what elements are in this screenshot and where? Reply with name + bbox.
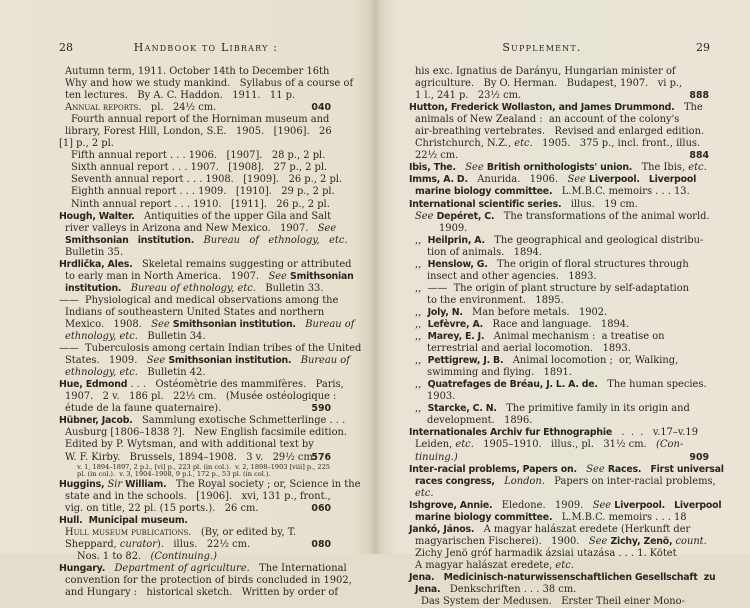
text-line — [59, 150, 331, 162]
entry-text: terrestrial and aerial locomotion. 1893. — [427, 343, 631, 355]
entry-text: Indians of southeastern United States and northern — [65, 306, 325, 318]
entry-heading: Smithsonian institution. — [65, 234, 195, 246]
entry-text: etc. — [514, 138, 533, 150]
entry-text: Annual reports. — [65, 102, 142, 114]
text-line — [59, 318, 355, 331]
entry-text: pl. (in col.). v. 3, 1904–1908, 9 p.l., 172 p., 53 pl. (in col.). — [77, 470, 271, 479]
entry-text: ,, — [415, 306, 428, 318]
entry-text: etc. — [415, 487, 434, 499]
entry-text: Eighth annual report . . . 1909. [1910]. 29 p., 2 pl. — [71, 186, 335, 198]
text-line — [59, 258, 352, 271]
entry-text: Skeletal remains suggesting or attributed — [132, 258, 352, 270]
text-line — [59, 247, 331, 259]
entry-heading: Quatrefages de Bréau, J. L. A. de. — [427, 379, 598, 391]
left-page-text — [59, 66, 362, 599]
text-line — [59, 114, 331, 126]
entry-text: Bureau of — [305, 318, 355, 330]
text-line — [409, 499, 722, 512]
text-line — [409, 488, 709, 500]
entry-text: Ausburg [1806–1838 ?]. New English facsimile edition. — [65, 427, 348, 439]
entry-text: Animal mechanism : a treatise on — [484, 331, 665, 343]
entry-text: curator — [119, 538, 157, 550]
entry-text: state and in the schools. [1906]. xvi, 131 p., front., — [65, 490, 331, 502]
text-line — [409, 584, 709, 596]
page-number: 29 — [696, 41, 710, 54]
class-number: 040 — [311, 102, 331, 114]
text-line — [59, 355, 350, 367]
entry-heading: Inter-racial problems, Papers on. — [409, 463, 577, 475]
entry-text: The human species. — [597, 379, 707, 391]
text-line — [409, 415, 709, 427]
text-line — [59, 90, 331, 102]
entry-text: vig. on title, 22 pl. (15 ports.). 26 cm. — [65, 502, 259, 514]
entry-text: Anurida. 1906. — [467, 174, 568, 186]
text-line — [59, 471, 331, 479]
entry-text: See — [567, 174, 586, 186]
text-line — [59, 331, 331, 343]
entry-text: illus. 19 cm. — [561, 198, 638, 210]
text-line — [59, 415, 346, 427]
entry-text: States. 1909. — [65, 355, 147, 367]
text-line — [59, 403, 331, 415]
text-line — [409, 403, 709, 415]
text-line — [409, 150, 709, 162]
entry-heading: Hough, Walter. — [59, 210, 135, 222]
entry-text: Bulletin 33. — [255, 282, 324, 294]
entry-text: Race and language. 1894. — [483, 318, 630, 330]
entry-text: Sheppard, — [65, 538, 120, 550]
entry-text: tinuing.) — [415, 451, 458, 463]
entry-text: ethnology, etc. — [65, 331, 138, 343]
entry-text: ethnology, etc. — [65, 367, 138, 379]
right-header — [374, 41, 750, 57]
text-line — [59, 574, 352, 587]
entry-text: [1] p., 2 pl. — [59, 138, 114, 150]
entry-text: Bulletin 34. — [137, 331, 206, 343]
entry-text: Nos. 1 to 82. — [77, 550, 151, 562]
text-line — [409, 247, 709, 259]
text-line — [59, 270, 354, 283]
entry-text: Bulletin 42. — [137, 367, 206, 379]
text-line — [409, 126, 709, 138]
entry-text: and Hungary : historical sketch. Written by order of — [65, 586, 339, 598]
entry-text — [194, 235, 203, 246]
entry-text: Mexico. 1908. — [65, 318, 152, 330]
entry-heading: Lefèvre, A. — [427, 318, 484, 330]
text-line — [409, 114, 709, 126]
entry-text: The primitive family in its origin and — [496, 403, 690, 415]
entry-heading: Huggins, — [59, 478, 108, 490]
entry-text: Bulletin 35. — [65, 246, 124, 258]
text-line — [409, 524, 709, 536]
entry-heading: Depéret, C. — [436, 210, 495, 222]
entry-text: Zichy Jenö gróf harmadik ázsiai utazása . . . 1. Kötet — [415, 547, 677, 559]
text-line — [409, 343, 709, 355]
text-line — [409, 78, 709, 90]
entry-text: ). illus. 22½ cm. — [156, 538, 251, 550]
entry-text: See — [146, 355, 166, 367]
entry-text: Seventh annual report . . . 1908. [1909]. 26 p., 2 pl. — [71, 174, 343, 186]
entry-text: river valleys in Arizona and New Mexico. 1907. — [65, 222, 318, 234]
text-line — [59, 439, 331, 451]
entry-text: . . . v.17–v.19 — [612, 427, 698, 439]
text-line — [409, 427, 709, 439]
entry-text: count. — [675, 535, 707, 547]
entry-heading: Henslow, G. — [427, 258, 488, 270]
entry-heading: Jena. Medicinisch-naturwissenschaftlichen Gesellschaft zu — [409, 571, 716, 583]
text-line — [409, 211, 709, 223]
entry-text: ,, — [415, 379, 428, 391]
text-line — [59, 162, 331, 174]
text-line — [59, 211, 331, 223]
right-page-text — [409, 66, 724, 608]
entry-text: Bureau of — [300, 355, 350, 367]
entry-text: Fifth annual report . . . 1906. [1907]. 28 p., 2 pl. — [71, 150, 326, 162]
entry-text: ten lectures. By A. C. Haddon. 1911. 11 p. — [65, 90, 296, 102]
entry-heading: Liverpool. Liverpool — [614, 499, 722, 511]
entry-heading: Liverpool. Liverpool — [589, 174, 697, 186]
entry-text: London. — [504, 475, 545, 487]
entry-heading: Internationales Archiv fur Ethnographie — [409, 427, 613, 439]
entry-text: etc. — [455, 439, 474, 451]
entry-text: Fourth annual report of the Horniman museum and — [71, 114, 330, 126]
text-line — [59, 102, 331, 114]
entry-text: The — [674, 102, 703, 114]
entry-heading: Hübner, Jacob. — [59, 415, 133, 427]
entry-heading: William. — [122, 478, 167, 490]
text-line — [409, 162, 709, 174]
text-line — [59, 186, 335, 198]
text-line — [409, 367, 709, 379]
text-line — [59, 343, 362, 355]
entry-text: Autumn term, 1911. October 14th to December 16th — [65, 66, 330, 77]
entry-text: See — [415, 210, 434, 222]
text-line — [409, 174, 709, 186]
entry-text: Bureau of ethnology, etc. — [203, 234, 348, 246]
entry-text: Ninth annual report . . . 1910. [1911]. 26 p., 2 pl. — [71, 198, 330, 210]
text-line — [59, 586, 339, 599]
entry-heading: Joly, N. — [427, 306, 463, 318]
entry-text — [456, 162, 465, 173]
entry-heading: Marey, E. J. — [427, 331, 485, 343]
text-line — [409, 307, 709, 319]
entry-text — [577, 464, 586, 475]
entry-heading: marine biology committee. — [415, 511, 553, 523]
entry-text: Antiquities of the upper Gila and Salt — [134, 210, 332, 222]
entry-text: Eledone. 1909. — [492, 499, 593, 511]
entry-text: —— Tuberculosis among certain Indian tribes of the United — [59, 343, 362, 355]
entry-text: L.M.B.C. memoirs . . . 18 — [552, 511, 687, 523]
entry-text: ,, —— The origin of plant structure by self-adaptation — [415, 282, 690, 294]
text-line — [59, 174, 343, 186]
entry-text: Man before metals. 1902. — [462, 306, 608, 318]
entry-text: . . . Ostéomètrie des mammifères. Paris, — [127, 379, 344, 391]
text-line — [59, 562, 347, 575]
text-line — [409, 560, 709, 572]
entry-text — [495, 476, 504, 487]
entry-text: 1903. — [427, 391, 456, 403]
entry-text: magyarischen Fischerei). 1900. — [415, 535, 589, 547]
entry-text: (Continuing.) — [150, 550, 217, 562]
entry-text: 1905–1910. illus., pl. 31½ cm. — [473, 439, 657, 451]
entry-text: See — [317, 222, 337, 234]
entry-text — [296, 319, 305, 330]
entry-heading: Jena. — [415, 584, 441, 596]
text-line — [59, 78, 354, 90]
entry-heading: marine biology committee. — [415, 186, 553, 198]
text-line — [59, 294, 339, 307]
entry-heading: Hungary. — [59, 562, 106, 574]
entry-text — [121, 283, 130, 294]
entry-heading: Smithsonian institution. — [172, 318, 296, 330]
text-line — [409, 571, 716, 584]
entry-text: ,, — [415, 258, 428, 270]
entry-text: ,, — [415, 403, 428, 415]
text-line — [59, 491, 331, 503]
entry-text: See — [151, 318, 170, 330]
entry-text: The geographical and geological distribu- — [484, 234, 704, 246]
text-line — [409, 475, 716, 488]
entry-text: ,, — [415, 331, 428, 343]
entry-text: Bureau of ethnology, etc. — [130, 282, 256, 294]
text-line — [409, 223, 709, 235]
entry-heading: Hue, Edmond — [59, 379, 128, 391]
text-line — [59, 515, 331, 527]
entry-text: Hull museum publications. — [65, 526, 192, 538]
entry-text: L.M.B.C. memoirs . . . 13. — [552, 186, 690, 198]
class-number: 884 — [689, 150, 709, 162]
page-number: 28 — [59, 41, 73, 54]
text-line — [409, 186, 709, 198]
class-number: 590 — [311, 403, 331, 415]
text-line — [59, 379, 344, 391]
text-line — [409, 235, 709, 247]
entry-heading: Smithsonian institution. — [168, 355, 292, 367]
entry-text: convention for the protection of birds concluded in 1902, — [65, 574, 352, 586]
entry-text: animals of New Zealand : an account of the colony's — [415, 114, 680, 126]
entry-heading: Pettigrew, J. B. — [427, 355, 504, 367]
text-line — [59, 367, 331, 379]
entry-text: See — [586, 463, 605, 475]
text-line — [59, 66, 331, 78]
entry-heading: Races. First universal — [607, 463, 724, 475]
entry-text: Denkschriften . . . 38 cm. — [440, 584, 577, 596]
entry-text: See — [465, 162, 484, 174]
text-line — [409, 452, 709, 464]
entry-text: Sir — [107, 478, 123, 490]
entry-text: 1909. — [439, 222, 468, 234]
text-line — [59, 503, 331, 515]
text-line — [409, 102, 709, 114]
text-line — [409, 319, 709, 331]
text-line — [59, 234, 348, 247]
class-number: 060 — [311, 502, 331, 514]
text-line — [409, 379, 709, 391]
entry-text: See — [268, 270, 287, 282]
text-line — [59, 222, 337, 235]
text-line — [409, 283, 709, 295]
entry-heading: Imms, A. D. — [409, 174, 468, 186]
text-line — [59, 283, 331, 295]
entry-text: (Con- — [656, 439, 684, 451]
running-head: Handbook to Library : — [133, 41, 279, 54]
text-line — [409, 138, 709, 150]
entry-heading: Smithsonian — [290, 270, 354, 282]
entry-text: Christchurch, N.Z., — [415, 138, 515, 150]
entry-text: ,, — [415, 355, 428, 367]
entry-text: The Ibis, — [632, 162, 689, 174]
entry-heading: International scientific series. — [409, 198, 562, 210]
entry-text: ,, — [415, 234, 428, 246]
entry-text: —— Physiological and medical observations among the — [59, 294, 339, 306]
entry-text: A magyar halászat eredete (Herkunft der — [474, 523, 691, 535]
entry-text: library, Forest Hill, London, S.E. 1905. [1906]. 26 — [65, 126, 332, 138]
entry-text: 1 l., 241 p. 23½ cm. — [415, 90, 522, 102]
entry-text: ,, — [415, 318, 428, 330]
entry-text: 1905. 375 p., incl. front., illus. — [532, 138, 701, 150]
entry-text: A magyar halászat eredete, — [415, 559, 556, 571]
text-line — [409, 512, 709, 524]
class-number: 080 — [311, 538, 331, 550]
entry-text: 1907. 2 v. 186 pl. 22½ cm. (Musée ostéologique : — [65, 391, 337, 403]
entry-text: air-breathing vertebrates. Revised and enlarged edition. — [415, 126, 705, 138]
right-page — [374, 0, 750, 608]
entry-text: See — [588, 535, 608, 547]
entry-text: insect and other agencies. 1893. — [427, 270, 597, 282]
entry-text: etc. — [688, 162, 707, 174]
entry-text: Sammlung exotische Schmetterlinge . . . — [132, 415, 346, 427]
text-line — [59, 126, 331, 138]
text-line — [59, 478, 361, 491]
text-line — [409, 331, 709, 343]
entry-heading: Zichy, Zenö, — [610, 535, 673, 547]
text-line — [409, 295, 709, 307]
entry-text: swimming and flying. 1891. — [427, 367, 572, 379]
entry-heading: Hull. Municipal museum. — [59, 514, 188, 526]
running-head: Supplement. — [502, 41, 582, 54]
text-line — [59, 527, 331, 539]
entry-text: Papers on inter-racial problems, — [544, 475, 716, 487]
text-line — [59, 138, 331, 150]
class-number: 888 — [689, 90, 709, 102]
entry-heading: races congress, — [415, 475, 495, 487]
text-line — [409, 199, 709, 211]
entry-text: pl. 24½ cm. — [141, 102, 217, 114]
text-line — [409, 391, 709, 403]
entry-text: to early man in North America. 1907. — [65, 270, 269, 282]
entry-text: Das System der Medusen. Erster Theil einer Mono- — [421, 596, 685, 608]
entry-text: Department of agriculture. — [114, 562, 250, 574]
text-line — [59, 551, 331, 563]
entry-text: Animal locomotion ; or, Walking, — [503, 355, 679, 367]
entry-heading: Heilprin, A. — [427, 234, 485, 246]
entry-text: étude de la faune quaternaire). — [65, 403, 222, 415]
entry-text — [105, 563, 114, 574]
text-line — [409, 90, 709, 102]
class-number: 909 — [689, 451, 709, 463]
entry-text: v. 1, 1894–1897, 2 p.l., [vi] p., 223 pl. (in col.). v. 2, 1898–1903 [viii] p., 225 — [77, 462, 330, 471]
entry-heading: Ibis, The. — [409, 162, 456, 174]
entry-heading: Hrdlička, Ales. — [59, 258, 133, 270]
entry-text: 22½ cm. — [415, 150, 459, 162]
text-line — [409, 536, 709, 548]
entry-text: development. 1896. — [427, 415, 533, 427]
entry-text: The origin of floral structures through — [487, 258, 689, 270]
entry-heading: Hutton, Frederick Wollaston, and James Drummond. — [409, 102, 675, 114]
entry-heading: Jankó, János. — [409, 523, 475, 535]
text-line — [409, 463, 724, 476]
entry-text: etc. — [555, 559, 574, 571]
entry-text: Sixth annual report . . . 1907. [1908]. 27 p., 2 pl. — [71, 162, 328, 174]
text-line — [59, 539, 331, 551]
entry-text: Leiden, — [415, 439, 456, 451]
left-header — [0, 41, 372, 57]
text-line — [409, 259, 709, 271]
entry-text: Edited by P. Wytsman, and with additional text by — [65, 439, 314, 451]
text-line — [59, 307, 331, 319]
entry-text: (By, or edited by, T. — [191, 526, 297, 538]
text-line — [409, 596, 709, 608]
entry-heading: Starcke, C. N. — [427, 403, 497, 415]
text-line — [409, 271, 709, 283]
entry-text: agriculture. By O. Herman. Budapest, 1907. vi p., — [415, 78, 683, 90]
entry-text: tion of animals. 1894. — [427, 246, 543, 258]
class-number: 576 — [311, 451, 331, 463]
entry-text: his exc. Ignatius de Darányu, Hungarian minister of — [415, 66, 676, 77]
text-line — [59, 427, 348, 439]
entry-text: The Royal society ; or, Science in the — [166, 478, 361, 490]
entry-heading: Ishgrove, Annie. — [409, 499, 493, 511]
text-line — [409, 439, 709, 451]
text-line — [59, 391, 337, 403]
entry-text: W. F. Kirby. Brussels, 1894–1908. 3 v. 29½ cm. — [65, 451, 316, 463]
text-line — [409, 66, 709, 78]
entry-heading: institution. — [65, 282, 122, 294]
left-page — [0, 0, 372, 598]
text-line — [59, 199, 331, 211]
entry-text: The International — [249, 562, 347, 574]
text-line — [409, 355, 709, 367]
entry-text: See — [592, 499, 612, 511]
entry-text: to the environment. 1895. — [427, 294, 564, 306]
entry-text: The transformations of the animal world. — [494, 210, 710, 222]
entry-heading: British ornithologists' union. — [486, 162, 633, 174]
entry-text — [291, 355, 300, 366]
entry-text: Why and how we study mankind. Syllabus of a course of — [65, 78, 354, 90]
